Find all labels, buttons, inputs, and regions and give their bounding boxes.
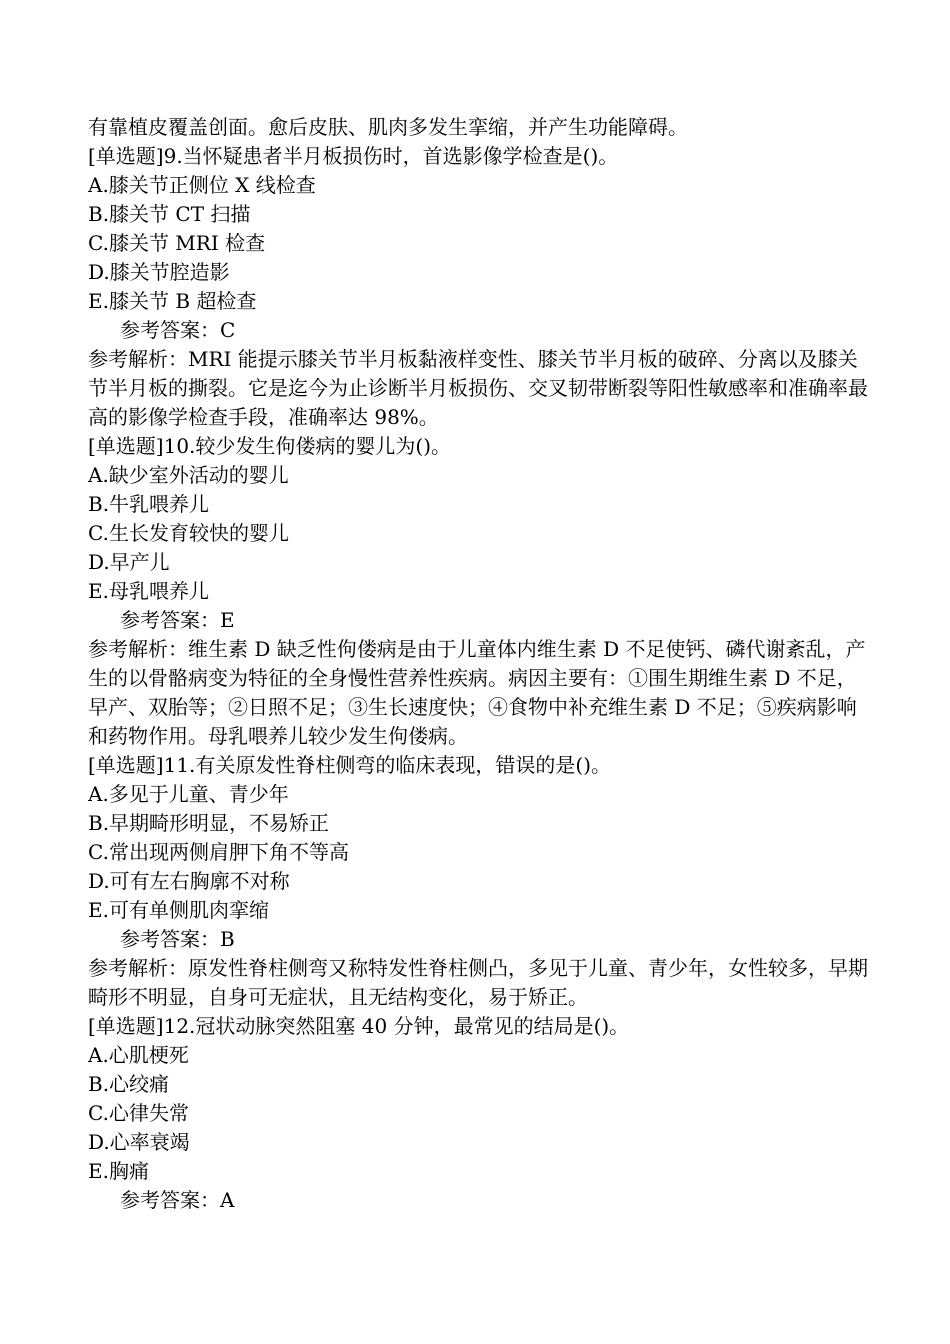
answer: 参考答案：C (120, 318, 236, 342)
option-e: E.可有单侧肌肉挛缩 (88, 898, 269, 922)
option-e: E.母乳喂养儿 (88, 579, 209, 603)
option-c: C.膝关节 MRI 检查 (88, 231, 266, 255)
option-e: E.胸痛 (88, 1159, 149, 1183)
question-stem: [单选题]9.当怀疑患者半月板损伤时，首选影像学检查是()。 (88, 144, 619, 168)
option-c: C.生长发育较快的婴儿 (88, 521, 289, 545)
option-e: E.膝关节 B 超检查 (88, 289, 257, 313)
option-a: A.多见于儿童、青少年 (88, 782, 289, 806)
answer: 参考答案：E (120, 608, 235, 632)
question-stem: [单选题]12.冠状动脉突然阻塞 40 分钟，最常见的结局是()。 (88, 1014, 630, 1038)
option-c: C.常出现两侧肩胛下角不等高 (88, 840, 349, 864)
option-c: C.心律失常 (88, 1101, 189, 1125)
question-stem: [单选题]11.有关原发性脊柱侧弯的临床表现，错误的是()。 (88, 753, 612, 777)
option-b: B.膝关节 CT 扫描 (88, 202, 251, 226)
question-11 (88, 751, 868, 1012)
question-9 (88, 142, 868, 432)
analysis: 参考解析：维生素 D 缺乏性佝偻病是由于儿童体内维生素 D 不足使钙、磷代谢紊乱，产生的以骨骼病变为特征的全身慢性营养性疾病。病因主要有：①围生期维生素 D 不足，早产、双胎等；②日照不足；③生长速度快；④食物中补充维生素 D 不足；⑤疾病影响和药物作用。母乳喂养儿较少发生佝偻病。 (88, 637, 866, 748)
option-b: B.心绞痛 (88, 1072, 170, 1096)
option-d: D.膝关节腔造影 (88, 260, 230, 284)
option-d: D.心率衰竭 (88, 1130, 190, 1154)
lead-text: 有靠植皮覆盖创面。愈后皮肤、肌肉多发生挛缩，并产生功能障碍。 (88, 115, 688, 139)
option-d: D.早产儿 (88, 550, 170, 574)
analysis: 参考解析：原发性脊柱侧弯又称特发性脊柱侧凸，多见于儿童、青少年，女性较多，早期畸形不明显，自身可无症状，且无结构变化，易于矫正。 (88, 956, 868, 1009)
question-12 (88, 1012, 868, 1215)
option-d: D.可有左右胸廓不对称 (88, 869, 290, 893)
option-b: B.早期畸形明显，不易矫正 (88, 811, 330, 835)
answer: 参考答案：B (120, 927, 235, 951)
option-a: A.膝关节正侧位 X 线检查 (88, 173, 316, 197)
analysis: 参考解析：MRI 能提示膝关节半月板黏液样变性、膝关节半月板的破碎、分离以及膝关节半月板的撕裂。它是迄今为止诊断半月板损伤、交叉韧带断裂等阳性敏感率和准确率最高的影像学检查手段，准确率达 98%。 (88, 347, 868, 429)
option-b: B.牛乳喂养儿 (88, 492, 210, 516)
question-stem: [单选题]10.较少发生佝偻病的婴儿为()。 (88, 434, 452, 458)
question-10 (88, 432, 868, 751)
option-a: A.缺少室外活动的婴儿 (88, 463, 289, 487)
answer: 参考答案：A (120, 1188, 235, 1212)
option-a: A.心肌梗死 (88, 1043, 189, 1067)
document-page (88, 113, 868, 1215)
